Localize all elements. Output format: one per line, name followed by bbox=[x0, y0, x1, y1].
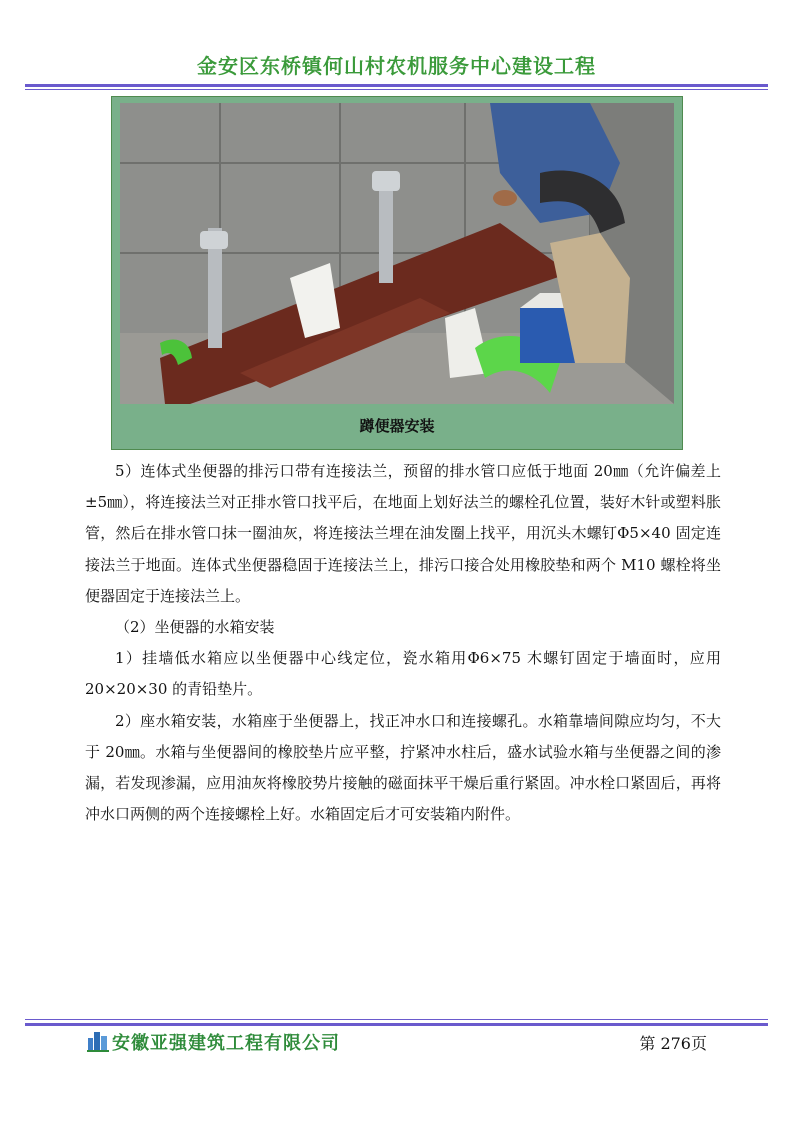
paragraph-1: 1）挂墙低水箱应以坐便器中心线定位，瓷水箱用Φ6×75 木螺钉固定于墙面时，应用 20×20×30 的青铅垫片。 bbox=[85, 649, 721, 699]
section-heading-2: （2）坐便器的水箱安装 bbox=[115, 618, 275, 637]
photo-figure bbox=[111, 96, 683, 450]
header-rule-thick bbox=[25, 84, 768, 87]
paragraph-5: 5）连体式坐便器的排污口带有连接法兰，预留的排水管口应低于地面 20㎜（允许偏差上±5㎜），将连接法兰对正排水管口找平后，在地面上划好法兰的螺栓孔位置，装好木针或塑料胀管，然后在排水管口抹一圈油灰，将连接法兰埋在油发圈上找平，用沉头木螺钉Φ5×40 固定连接法兰于地面。连体式坐便器稳固于连接法兰上，排污口接合处用橡胶垫和两个 M10 螺栓将坐便器固定于连接法兰上。 bbox=[85, 462, 721, 605]
footer-rule-thin bbox=[25, 1019, 768, 1020]
footer-rule-thick bbox=[25, 1023, 768, 1026]
installation-photo bbox=[120, 103, 674, 404]
page-number: 第 276页 bbox=[639, 1034, 707, 1053]
footer-company-name: 安徽亚强建筑工程有限公司 bbox=[112, 1033, 340, 1054]
paragraph-2: 2）座水箱安装，水箱座于坐便器上，找正冲水口和连接螺孔。水箱靠墙间隙应均匀，不大于 20㎜。水箱与坐便器间的橡胶垫片应平整，拧紧冲水柱后，盛水试验水箱与坐便器之间的渗漏，若发现渗漏，应用油灰将橡胶势片接触的磁面抹平干燥后重行紧固。冲水栓口紧固后，再将冲水口两侧的两个连接螺栓上好。水箱固定后才可安装箱内附件。 bbox=[85, 711, 721, 824]
body-text bbox=[85, 456, 721, 830]
header-rule-thin bbox=[25, 89, 768, 90]
figure-caption: 蹲便器安装 bbox=[359, 417, 435, 435]
company-logo-icon bbox=[87, 1030, 109, 1052]
page-header-title: 金安区东桥镇何山村农机服务中心建设工程 bbox=[197, 54, 596, 78]
